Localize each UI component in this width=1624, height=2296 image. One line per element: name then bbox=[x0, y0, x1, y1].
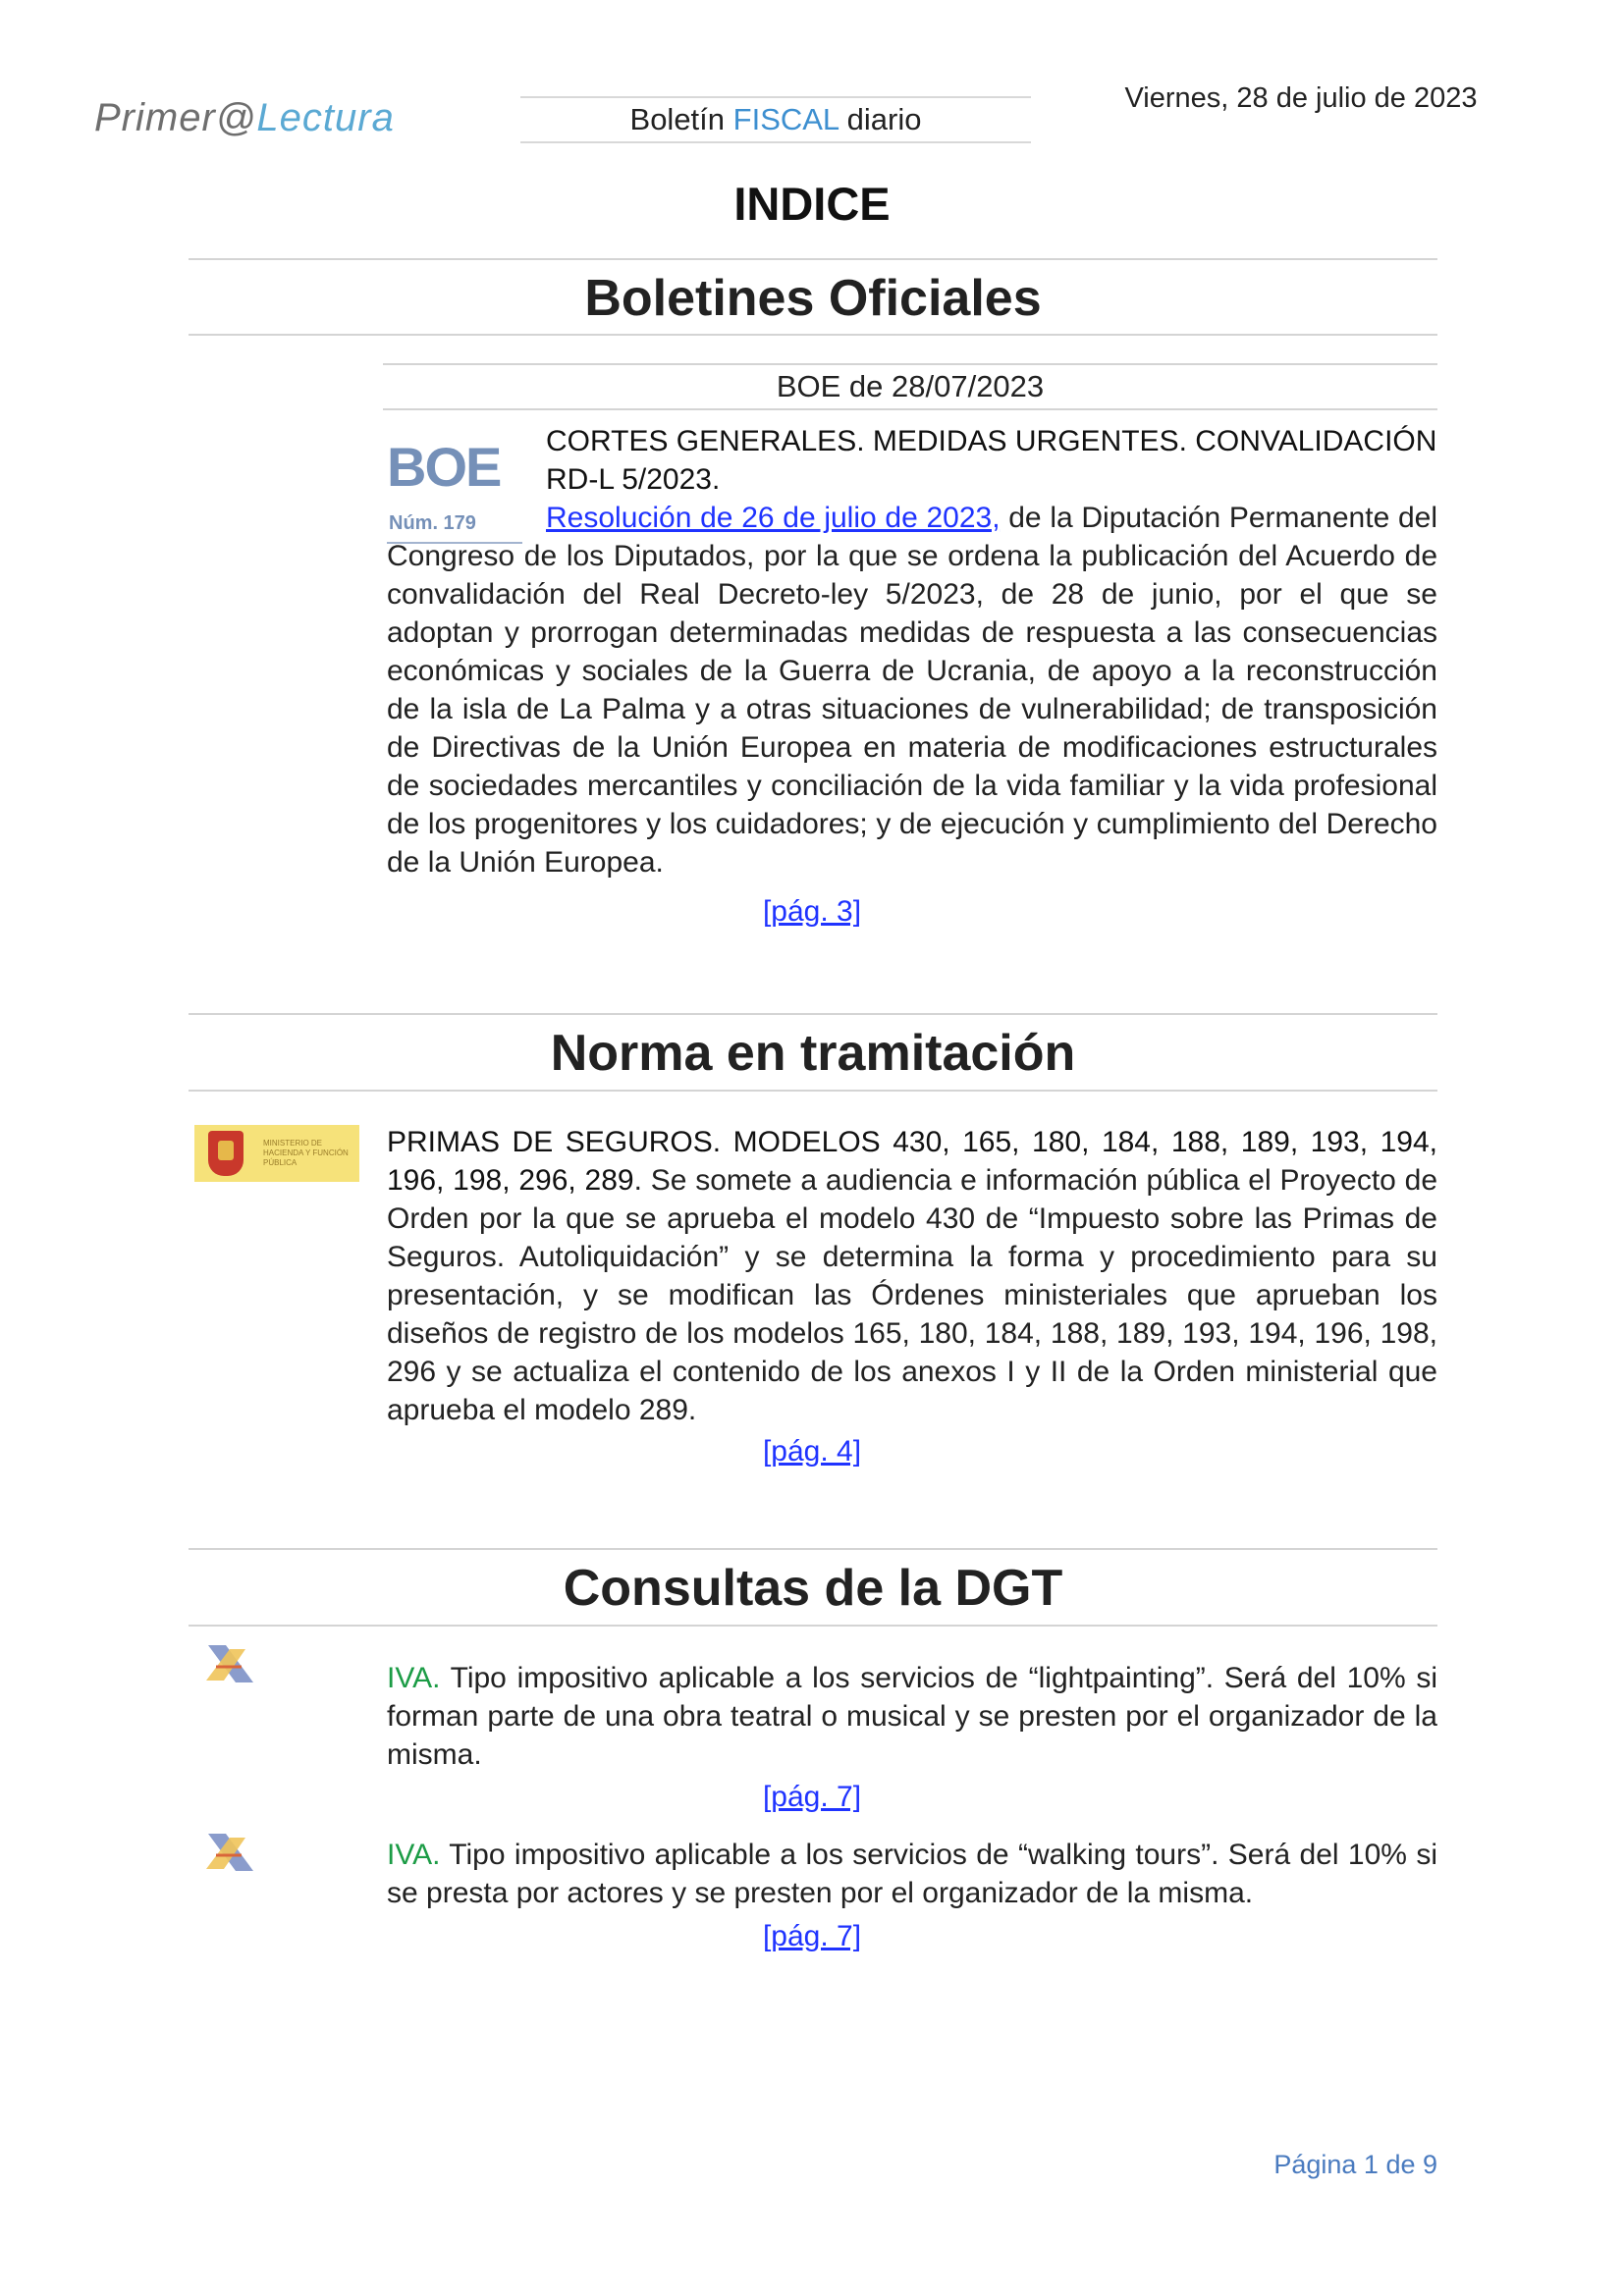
boe-item-body bbox=[387, 499, 1437, 881]
boe-logo-letters: BOE bbox=[387, 436, 501, 498]
ministry-logo-text: MINISTERIO DE HACIENDA Y FUNCIÓN PÚBLICA bbox=[263, 1139, 349, 1167]
divider bbox=[189, 1090, 1437, 1092]
section-title-norma: Norma en tramitación bbox=[550, 1025, 1076, 1082]
boe-item-text: de la Diputación Permanente del Congreso de los Diputados, por la que se ordena la publicación del Acuerdo de convalidación del Real Decreto-ley 5/2023, de 28 de junio, por el que se adoptan y prorrogan determinadas medidas de respuesta a las consecuencias económicas y sociales de la Guerra de Ucrania, de apoyo a la reconstrucción de la isla de La Palma y a otras situaciones de vulnerabilidad; de transposición de Directivas de la Unión Europea en materia de modificaciones estructurales de sociedades mercantiles y conciliación de la vida familiar y la vida profesional de los progenitores y los cuidadores; y de ejecución y cumplimiento del Derecho de la Unión Europea. bbox=[387, 502, 1437, 879]
divider bbox=[189, 334, 1437, 336]
dgt-item-1-tag: IVA. bbox=[387, 1662, 441, 1694]
page-link-3[interactable]: [pág. 3] bbox=[762, 895, 862, 928]
norma-item bbox=[387, 1123, 1437, 1429]
section-title-boletines: Boletines Oficiales bbox=[584, 270, 1042, 327]
dgt-item-1 bbox=[387, 1659, 1437, 1774]
dgt-item-1-text: Tipo impositivo aplicable a los servicios de “lightpainting”. Será del 10% si forman parte de una obra teatral o musical y se presten por el organizador de la misma. bbox=[387, 1662, 1437, 1771]
bulletin-post: diario bbox=[839, 102, 922, 136]
norma-item-title: PRIMAS DE SEGUROS. MODELOS 430, 165, 180, 184, 188, 189, 193, 194, 196, 198, 296, 289 bbox=[387, 1126, 1437, 1197]
logo-part-2: Lectura bbox=[256, 96, 395, 139]
coat-of-arms-icon bbox=[208, 1131, 244, 1176]
bulletin-pre: Boletín bbox=[629, 102, 733, 136]
section-title-dgt: Consultas de la DGT bbox=[563, 1560, 1063, 1617]
page-ref-norma bbox=[0, 1435, 1624, 1468]
norma-item-text: . Se somete a audiencia e información pública el Proyecto de Orden por la que se aprueba el modelo 430 de “Impuesto sobre las Primas de Seguros. Autoliquidación” y se determina la forma y procedimiento para su presentación, y se modifican las Órdenes ministeriales que aprueban los diseños de registro de los modelos 165, 180, 184, 188, 189, 193, 194, 196, 198, 296 y se actualiza el contenido de los anexos I y II de la Orden ministerial que aprueba el modelo 289. bbox=[387, 1164, 1437, 1426]
bulletin-title bbox=[520, 96, 1031, 143]
ministry-logo bbox=[194, 1125, 359, 1182]
boe-item-title: CORTES GENERALES. MEDIDAS URGENTES. CONVALIDACIÓN RD-L 5/2023. bbox=[546, 425, 1437, 496]
boe-logo-number: Núm. 179 bbox=[389, 512, 476, 534]
header-date: Viernes, 28 de julio de 2023 bbox=[1124, 82, 1478, 114]
dgt-item-2-text: Tipo impositivo aplicable a los servicios de “walking tours”. Será del 10% si se presta por actores y se presten por el organizador de la misma. bbox=[387, 1839, 1437, 1909]
divider bbox=[189, 1013, 1437, 1015]
page-ref-boe bbox=[0, 895, 1624, 929]
index-title: INDICE bbox=[733, 178, 891, 230]
page-number: Página 1 de 9 bbox=[1273, 2150, 1437, 2179]
resolution-link[interactable]: Resolución de 26 de julio de 2023, bbox=[546, 502, 1001, 534]
dgt-item-2 bbox=[387, 1836, 1437, 1912]
bulletin-accent: FISCAL bbox=[732, 102, 839, 136]
page-link-4[interactable]: [pág. 4] bbox=[762, 1435, 862, 1468]
divider bbox=[189, 258, 1437, 260]
dgt-item-2-tag: IVA. bbox=[387, 1839, 441, 1871]
page-ref-dgt-1 bbox=[0, 1781, 1624, 1814]
page-link-7[interactable]: [pág. 7] bbox=[762, 1781, 862, 1813]
aeat-logo-icon bbox=[202, 1830, 261, 1875]
divider bbox=[189, 1625, 1437, 1627]
page-link-7b[interactable]: [pág. 7] bbox=[762, 1920, 862, 1952]
logo-part-1: Primer@ bbox=[94, 96, 257, 139]
aeat-logo-icon bbox=[202, 1641, 261, 1686]
brand-logo bbox=[94, 96, 395, 140]
page-ref-dgt-2 bbox=[0, 1920, 1624, 1953]
divider bbox=[189, 1548, 1437, 1550]
boe-date-bar: BOE de 28/07/2023 bbox=[383, 363, 1437, 410]
